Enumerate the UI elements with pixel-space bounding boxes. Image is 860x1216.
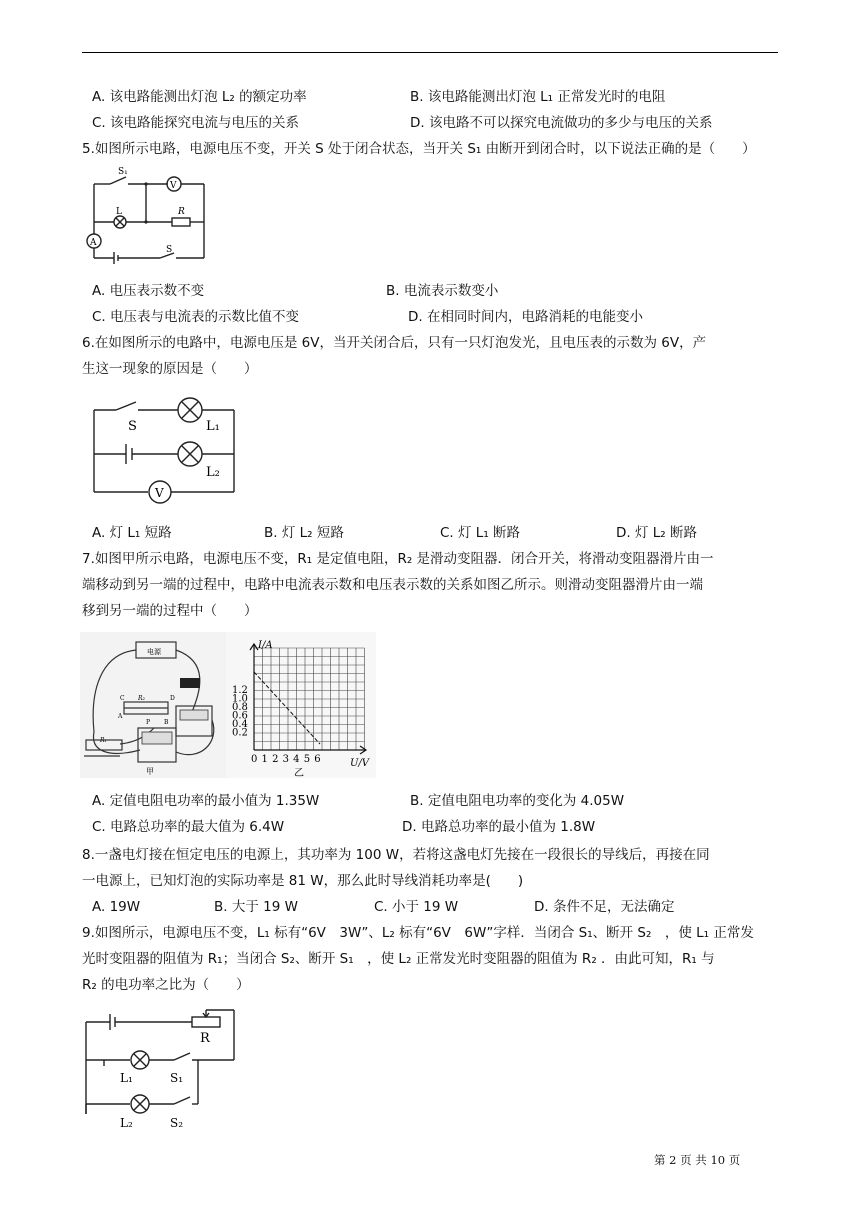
q7-graph-ytick-label: 1.2 [232, 685, 248, 696]
q6-option-c: C. 灯 L₁ 断路 [440, 525, 521, 541]
q7-graph-xtick-label: 1 [261, 754, 268, 765]
q5-label-s1: S₁ [118, 167, 128, 177]
q8-stem-line2: 一电源上，已知灯泡的实际功率是 81 W，那么此时导线消耗功率是( ) [82, 873, 524, 889]
q7-graph-ytick-label: 0.8 [232, 702, 248, 713]
q7-graph-ytick-label: 0.4 [232, 719, 248, 730]
q9-stem-line2: 光时变阻器的阻值为 R₁；当闭合 S₂、断开 S₁ ，使 L₂ 正常发光时变阻器的阻值为 R₂ ．由此可知，R₁ 与 [82, 951, 715, 967]
q7-jia-terminal-b: B [164, 719, 169, 726]
q5-option-d: D. 在相同时间内，电路消耗的电能变小 [408, 309, 643, 325]
q7-yi-caption: 乙 [294, 768, 304, 778]
q7-figure-jia [80, 632, 226, 778]
q7-option-a: A. 定值电阻电功率的最小值为 1.35W [92, 793, 320, 809]
q7-jia-power-label: 电源 [147, 648, 161, 656]
q6-label-v: V [155, 486, 164, 500]
q9-circuit-figure [80, 1006, 240, 1130]
q4-option-c: C. 该电路能探究电流与电压的关系 [92, 115, 300, 131]
q5-label-s: S [166, 245, 173, 255]
q5-option-c: C. 电压表与电流表的示数比值不变 [92, 309, 300, 325]
q4-option-a: A. 该电路能测出灯泡 L₂ 的额定功率 [92, 89, 307, 105]
q6-label-s: S [128, 419, 137, 434]
q6-label-l1: L₁ [206, 419, 220, 434]
q9-label-r: R [200, 1031, 210, 1046]
q9-label-l2: L₂ [120, 1116, 133, 1130]
q7-graph-xtick-label: 4 [293, 754, 300, 765]
q7-graph-xtick-label: 2 [272, 754, 279, 765]
q7-graph-xlabel: U/V [350, 758, 370, 769]
q9-stem-line1: 9.如图所示，电源电压不变，L₁ 标有“6V 3W”、L₂ 标有“6V 6W”字样．当闭合 S₁、断开 S₂ ，使 L₁ 正常发 [82, 925, 754, 941]
q8-option-b: B. 大于 19 W [214, 899, 298, 915]
q9-label-s1: S₁ [170, 1071, 184, 1085]
q7-jia-caption: 甲 [146, 767, 154, 776]
q7-jia-terminal-d: D [170, 695, 175, 702]
q7-jia-label-r2: R₂ [138, 695, 145, 702]
q7-figure-yi-graph [226, 632, 376, 778]
q7-jia-label-r1: R₁ [100, 737, 107, 744]
q7-graph-ytick-label: 0.2 [232, 727, 248, 739]
q8-option-d: D. 条件不足，无法确定 [534, 899, 675, 915]
q7-graph-xtick-label: 5 [303, 754, 311, 765]
q7-graph-ylabel: I/A [258, 640, 273, 651]
q7-graph-ytick-label: 0.6 [232, 710, 248, 722]
q4-option-d: D. 该电路不可以探究电流做功的多少与电压的关系 [410, 115, 713, 131]
q6-option-b: B. 灯 L₂ 短路 [264, 525, 344, 541]
q7-option-b: B. 定值电阻电功率的变化为 4.05W [410, 793, 625, 809]
q7-graph-xtick-label: 3 [282, 754, 289, 765]
q8-option-c: C. 小于 19 W [374, 899, 459, 915]
q5-circuit-figure [80, 162, 212, 270]
q6-circuit-figure [82, 396, 242, 504]
q5-label-v: V [170, 181, 177, 191]
q6-option-d: D. 灯 L₂ 断路 [616, 525, 697, 541]
q8-option-a: A. 19W [92, 899, 141, 915]
q7-stem-line2: 端移动到另一端的过程中，电路中电流表示数和电压表示数的关系如图乙所示。则滑动变阻器滑片由一端 [82, 577, 703, 593]
header-rule [82, 52, 778, 53]
q7-jia-terminal-a: A [118, 713, 123, 720]
q7-graph-xtick-label: 6 [314, 754, 321, 765]
q7-option-c: C. 电路总功率的最大值为 6.4W [92, 819, 285, 835]
q7-graph-xtick-label: 0 [251, 754, 258, 765]
q6-stem-line2: 生这一现象的原因是（ ） [82, 361, 258, 377]
q7-jia-terminal-c: C [120, 695, 125, 702]
q5-option-b: B. 电流表示数变小 [386, 283, 499, 299]
q5-stem: 5.如图所示电路，电源电压不变，开关 S 处于闭合状态，当开关 S₁ 由断开到闭合时，以下说法正确的是（ ） [82, 141, 756, 157]
q6-option-a: A. 灯 L₁ 短路 [92, 525, 172, 541]
q7-stem-line3: 移到另一端的过程中（ ） [82, 603, 258, 619]
q9-label-s2: S₂ [170, 1116, 184, 1130]
q5-option-a: A. 电压表示数不变 [92, 283, 205, 299]
q6-stem-line1: 6.在如图所示的电路中，电源电压是 6V，当开关闭合后，只有一只灯泡发光，且电压表的示数为 6V，产 [82, 335, 707, 351]
q5-label-r: R [178, 207, 185, 217]
q7-stem-line1: 7.如图甲所示电路，电源电压不变，R₁ 是定值电阻，R₂ 是滑动变阻器．闭合开关，将滑动变阻器滑片由一 [82, 551, 714, 567]
q6-label-l2: L₂ [206, 465, 220, 480]
q7-graph-ytick-label: 1.0 [232, 693, 248, 705]
q7-option-d: D. 电路总功率的最小值为 1.8W [402, 819, 596, 835]
q4-option-b: B. 该电路能测出灯泡 L₁ 正常发光时的电阻 [410, 89, 666, 105]
page-footer: 第 2 页 共 10 页 [654, 1153, 741, 1167]
q9-stem-line3: R₂ 的电功率之比为（ ） [82, 977, 250, 993]
q9-label-l1: L₁ [120, 1071, 133, 1085]
q5-label-l: L [116, 207, 122, 217]
q5-label-a: A [90, 238, 97, 248]
q7-jia-terminal-p: P [146, 719, 151, 726]
q8-stem-line1: 8.一盏电灯接在恒定电压的电源上，其功率为 100 W，若将这盏电灯先接在一段很长的导线后，再接在同 [82, 847, 710, 863]
